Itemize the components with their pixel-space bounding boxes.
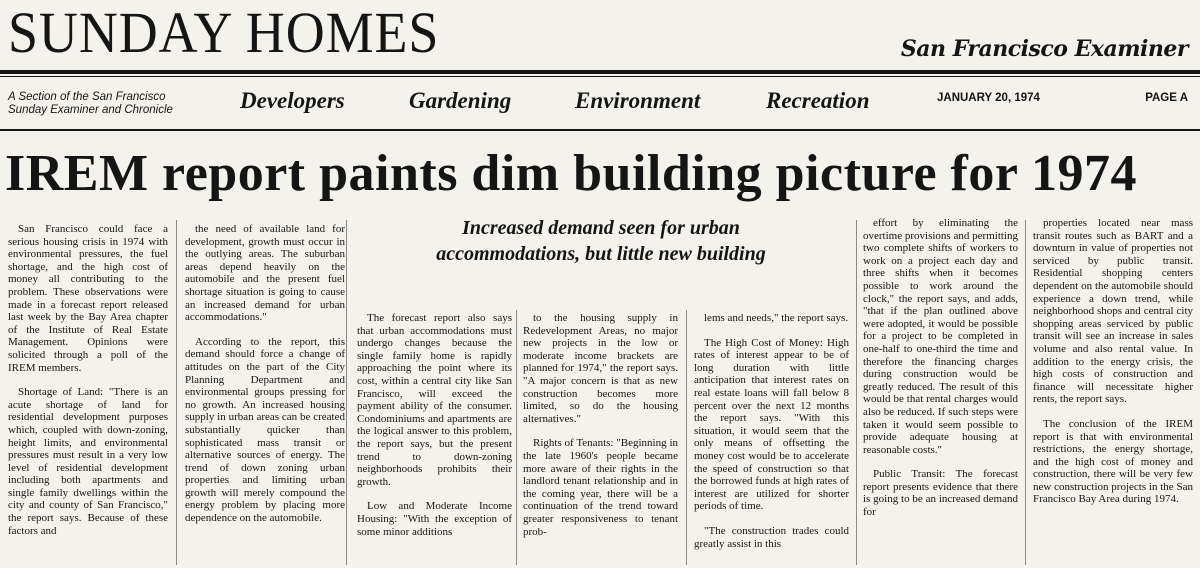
paragraph: The conclusion of the IREM report is that with environmental restrictions, the energy shortage, and the high cost of money and construction, there will be very few new construction projects in the San Francisco Bay Area during 1974.	[1033, 417, 1193, 506]
issue-date: JANUARY 20, 1974	[937, 92, 1040, 104]
paragraph: the need of available land for development, growth must occur in the outlying areas. The suburban areas depend heavily on the automobile and the present fuel shortage situation is going to cause an increased demand for urban accommodations."	[185, 223, 345, 324]
section-heading-environment: Environment	[575, 88, 701, 113]
page-label: PAGE A	[1145, 92, 1188, 104]
article-subheadline	[352, 215, 850, 267]
paragraph: Rights of Tenants: "Beginning in the late 1960's people became more aware of their rights in the landlord tenant relationship and in the coming year, there will be a continuation of the trend toward greater responsiveness to tenant prob-	[523, 437, 678, 538]
paragraph: lems and needs," the report says.	[704, 312, 849, 324]
paragraph: "The construction trades could greatly assist in this	[694, 524, 849, 550]
section-description	[8, 91, 173, 117]
paragraph: Shortage of Land: "There is an acute shortage of land for residential development purposes which, coupled with down-zoning, height limits, and environmental pressures must result in a very low level of residential development including both apartments and single family dwellings within the city and county of San Francisco," the report says. Because of these factors and	[8, 386, 168, 537]
article-column-3	[357, 312, 512, 567]
subheadline-line: Increased demand seen for urban	[462, 217, 740, 239]
paragraph: The High Cost of Money: High rates of interest appear to be of long duration with little anticipation that interest rates on real estate loans will fall below 8 percent over the next 12 months the report says. "With this situation, it would seem that the only means of offsetting the money cost would be to accelerate the speed of construction so that the borrowed funds at high rates of interest are utilized for shorter periods of time.	[694, 336, 849, 513]
header-rule	[0, 70, 1200, 74]
paragraph: Public Transit: The forecast report presents evidence that there is going to be an increased demand for	[863, 468, 1018, 519]
subheadline-line: accommodations, but little new building	[436, 243, 766, 265]
section-heading-gardening: Gardening	[409, 88, 512, 113]
article-headline: IREM report paints dim building picture for 1974	[5, 145, 1137, 202]
paragraph: The forecast report also says that urban accommodations must undergo changes because the single family home is rapidly approaching the point where its cost, within a central city like San Francisco, will exceed the payment ability of the consumer. Condominiums and apartments are the logical answer to this problem, the report says, but the present trend to down-zoning neighborhoods prohibits their growth.	[357, 312, 512, 488]
section-description-line: A Section of the San Francisco	[8, 91, 166, 103]
paragraph: According to the report, this demand should force a change of attitudes on the part of the City Planning Department and environmental groups pressing for no growth. An increased housing supply in urban areas can be created substantially quicker than sophisticated mass transit or alternative sources of energy. The trend of down zoning urban properties and limiting urban growth will merely compound the energy problem by placing more dependence on the automobile.	[185, 335, 345, 525]
column-divider	[346, 220, 347, 565]
article-column-7	[1033, 217, 1193, 567]
column-divider	[686, 310, 687, 565]
paragraph: to the housing supply in Redevelopment Areas, no major new projects in the low or moderate income brackets are planned for 1974," the report says. "A major concern is that as new construction becomes more limited, so do the housing alternatives."	[523, 312, 678, 425]
article-column-4	[523, 312, 678, 567]
column-divider	[856, 220, 857, 565]
paragraph: Low and Moderate Income Housing: "With the exception of some minor additions	[357, 500, 512, 538]
headline-rule	[0, 129, 1200, 131]
header-rule-thin	[0, 76, 1200, 77]
column-divider	[1025, 220, 1026, 565]
section-heading-developers: Developers	[240, 88, 345, 113]
paragraph: properties located near mass transit routes such as BART and a downturn in value of properties not serviced by public transit. Residential shopping centers dependent on the automobile should experience a down trend, while neighborhood shops and central city shopping areas serviced by public transit will see an increase in sales volume and also rental value. In addition to the energy crisis, the high costs of construction and finance will necessitate higher rents, the report says.	[1033, 217, 1193, 406]
section-heading-recreation: Recreation	[766, 88, 870, 113]
section-description-line: Sunday Examiner and Chronicle	[8, 104, 173, 116]
article-column-6	[863, 217, 1018, 567]
paragraph: effort by eliminating the overtime provisions and permitting two complete shifts of workers to work on a project each day and three shifts when it becomes possible to work around the clock," the report says, and adds, "that if the plan outlined above were adopted, it would be possible for a project to be completed in one-half to one-third the time and therefore the financing charges during construction would be greatly reduced. The result of this would be that rental charges would also be reduced. If such steps were taken it would seem possible to provide adequate housing at reasonable costs."	[863, 217, 1018, 456]
article-column-2	[185, 223, 345, 568]
column-divider	[516, 310, 517, 565]
article-column-1	[8, 223, 168, 568]
masthead: SUNDAY HOMES	[8, 0, 440, 65]
newspaper-logo: San Francisco Examiner	[900, 36, 1188, 62]
article-column-5	[694, 312, 849, 567]
paragraph: San Francisco could face a serious housing crisis in 1974 with environmental pressures, the fuel shortage, and the high cost of money all contributing to the problem. These observations were made in a forecast report released last week by the Bay Area chapter of the Institute of Real Estate Management. Opinions were solicited through a poll of the IREM members.	[8, 223, 168, 374]
column-divider	[176, 220, 177, 565]
